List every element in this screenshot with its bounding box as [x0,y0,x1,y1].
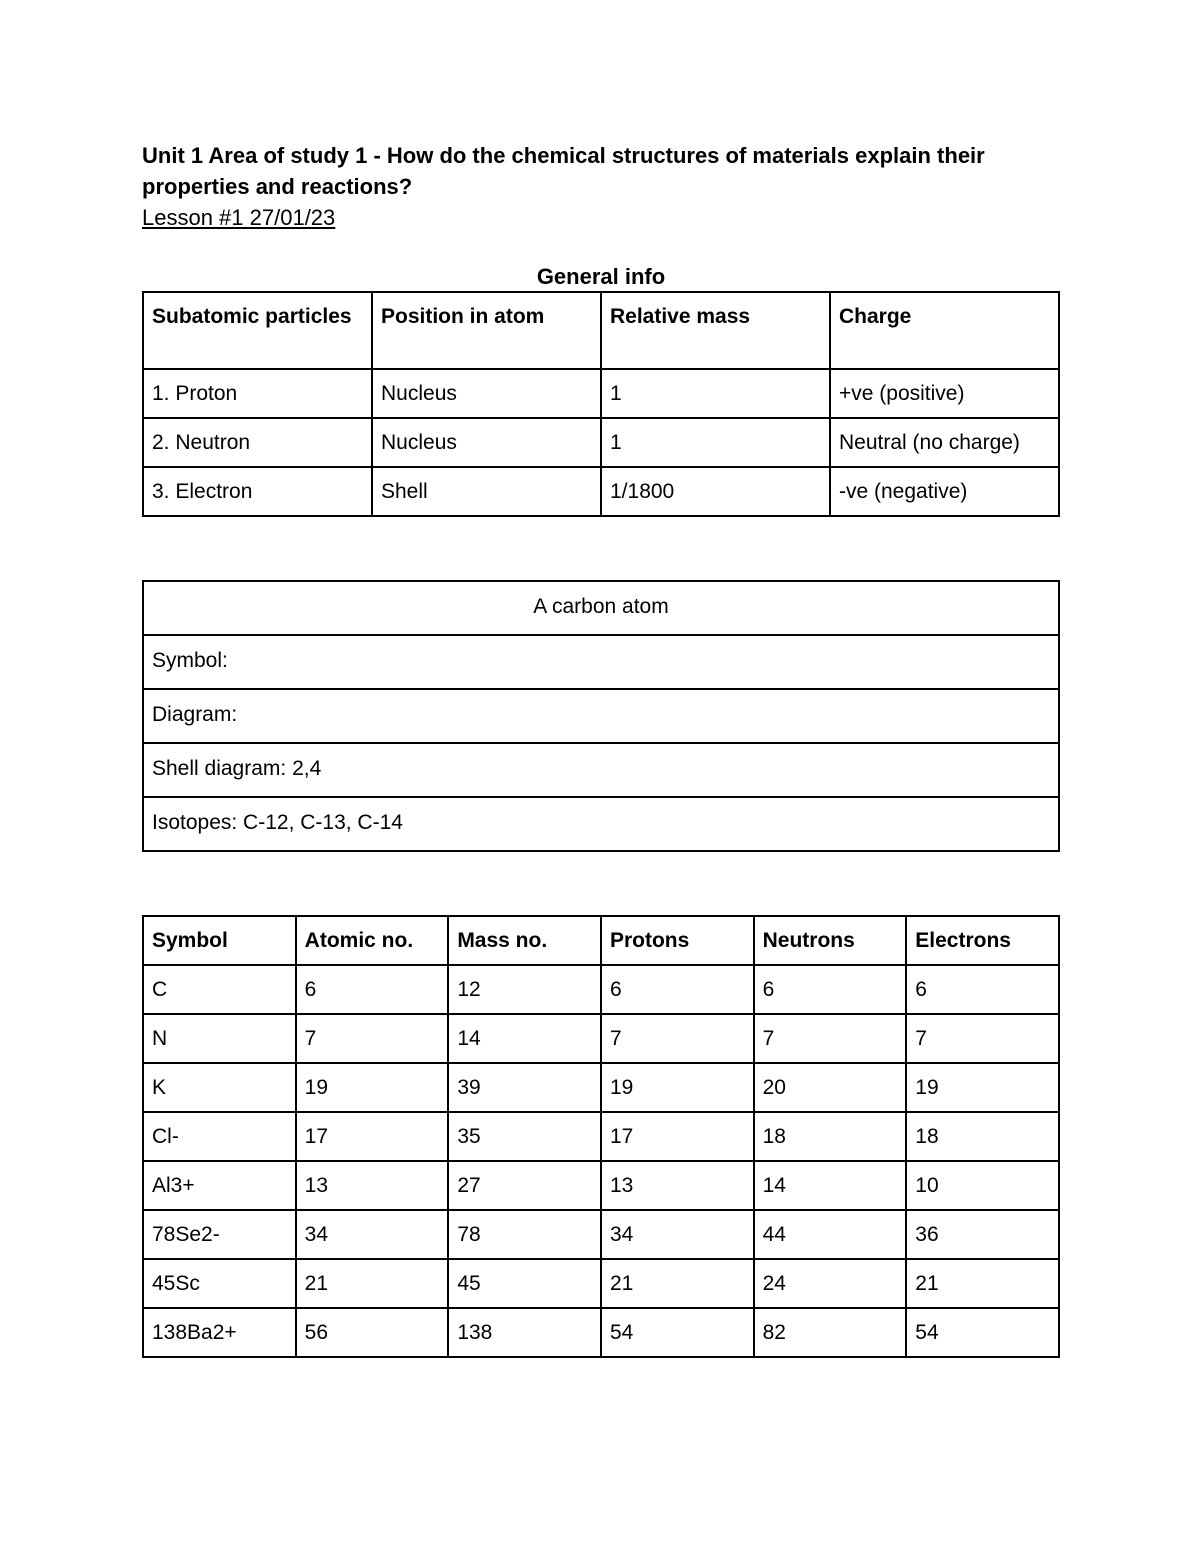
table-row [143,635,1059,689]
table-cell: Nucleus [372,418,601,467]
document-title: Unit 1 Area of study 1 - How do the chemical structures of materials explain their properties and reactions? [142,143,985,199]
table-row [143,1161,1059,1210]
column-header: Symbol [143,916,296,965]
table-cell: 14 [448,1014,601,1063]
table-cell: 19 [906,1063,1059,1112]
table-cell: 27 [448,1161,601,1210]
table-row [143,418,1059,467]
document-page [142,140,1060,1358]
table-cell: 6 [754,965,907,1014]
carbon-atom-table [142,580,1060,852]
column-header: Neutrons [754,916,907,965]
subatomic-particles-table [142,291,1060,517]
table-cell: 45Sc [143,1259,296,1308]
table-cell: Nucleus [372,369,601,418]
column-header: Atomic no. [296,916,449,965]
table-cell: 6 [906,965,1059,1014]
table-cell: 12 [448,965,601,1014]
table-row [143,1308,1059,1357]
table-cell: 35 [448,1112,601,1161]
table-row [143,369,1059,418]
table-header-row [143,916,1059,965]
table-cell: Cl- [143,1112,296,1161]
table-cell: 54 [601,1308,754,1357]
table-cell: 45 [448,1259,601,1308]
table-cell: 138Ba2+ [143,1308,296,1357]
column-header: Electrons [906,916,1059,965]
table-header-row [143,292,1059,369]
column-header: Protons [601,916,754,965]
table-cell: 7 [296,1014,449,1063]
table-cell: 82 [754,1308,907,1357]
table-cell: 6 [296,965,449,1014]
table-cell: 34 [601,1210,754,1259]
table-cell: 10 [906,1161,1059,1210]
table-cell: 21 [601,1259,754,1308]
table-cell: 7 [601,1014,754,1063]
table-row [143,1063,1059,1112]
table-row [143,581,1059,635]
table-cell: 39 [448,1063,601,1112]
table-row [143,1112,1059,1161]
table-cell: 44 [754,1210,907,1259]
table-cell: 19 [601,1063,754,1112]
table-cell: +ve (positive) [830,369,1059,418]
table-cell: 18 [754,1112,907,1161]
table-cell: 19 [296,1063,449,1112]
elements-table [142,915,1060,1358]
column-header: Position in atom [372,292,601,369]
table-cell: C [143,965,296,1014]
table-cell: 1/1800 [601,467,830,516]
table-cell: 7 [754,1014,907,1063]
table-row [143,965,1059,1014]
column-header: Subatomic particles [143,292,372,369]
column-header: Mass no. [448,916,601,965]
table-cell: 78Se2- [143,1210,296,1259]
table-row [143,1014,1059,1063]
lesson-date: Lesson #1 27/01/23 [142,205,336,230]
table-cell: 21 [296,1259,449,1308]
table-cell: Neutral (no charge) [830,418,1059,467]
table-cell: Shell [372,467,601,516]
table-cell: 7 [906,1014,1059,1063]
table-row [143,1259,1059,1308]
table-cell: 1 [601,369,830,418]
table-row [143,1210,1059,1259]
table-cell: Diagram: [143,689,1059,743]
table-row [143,743,1059,797]
table-cell: 3. Electron [143,467,372,516]
column-header: Charge [830,292,1059,369]
table-cell: 24 [754,1259,907,1308]
table-cell: 21 [906,1259,1059,1308]
table-cell: -ve (negative) [830,467,1059,516]
table-cell: 78 [448,1210,601,1259]
table-row [143,797,1059,851]
table-cell: Shell diagram: 2,4 [143,743,1059,797]
table-cell: Symbol: [143,635,1059,689]
table-cell: Al3+ [143,1161,296,1210]
table-cell: 20 [754,1063,907,1112]
table-cell: 14 [754,1161,907,1210]
table-cell: 138 [448,1308,601,1357]
column-header: Relative mass [601,292,830,369]
table-row [143,467,1059,516]
table-cell: K [143,1063,296,1112]
table-cell: 6 [601,965,754,1014]
general-info-heading: General info [536,264,666,289]
table-cell: N [143,1014,296,1063]
table-cell: 13 [296,1161,449,1210]
table-cell: 1 [601,418,830,467]
table-cell: 54 [906,1308,1059,1357]
table-cell: 18 [906,1112,1059,1161]
table-cell: 2. Neutron [143,418,372,467]
table-cell: 34 [296,1210,449,1259]
table-cell: 56 [296,1308,449,1357]
carbon-atom-heading: A carbon atom [143,581,1059,635]
table-cell: 13 [601,1161,754,1210]
table-cell: 17 [601,1112,754,1161]
table-cell: Isotopes: C-12, C-13, C-14 [143,797,1059,851]
table-cell: 36 [906,1210,1059,1259]
table-cell: 1. Proton [143,369,372,418]
table-cell: 17 [296,1112,449,1161]
table-row [143,689,1059,743]
